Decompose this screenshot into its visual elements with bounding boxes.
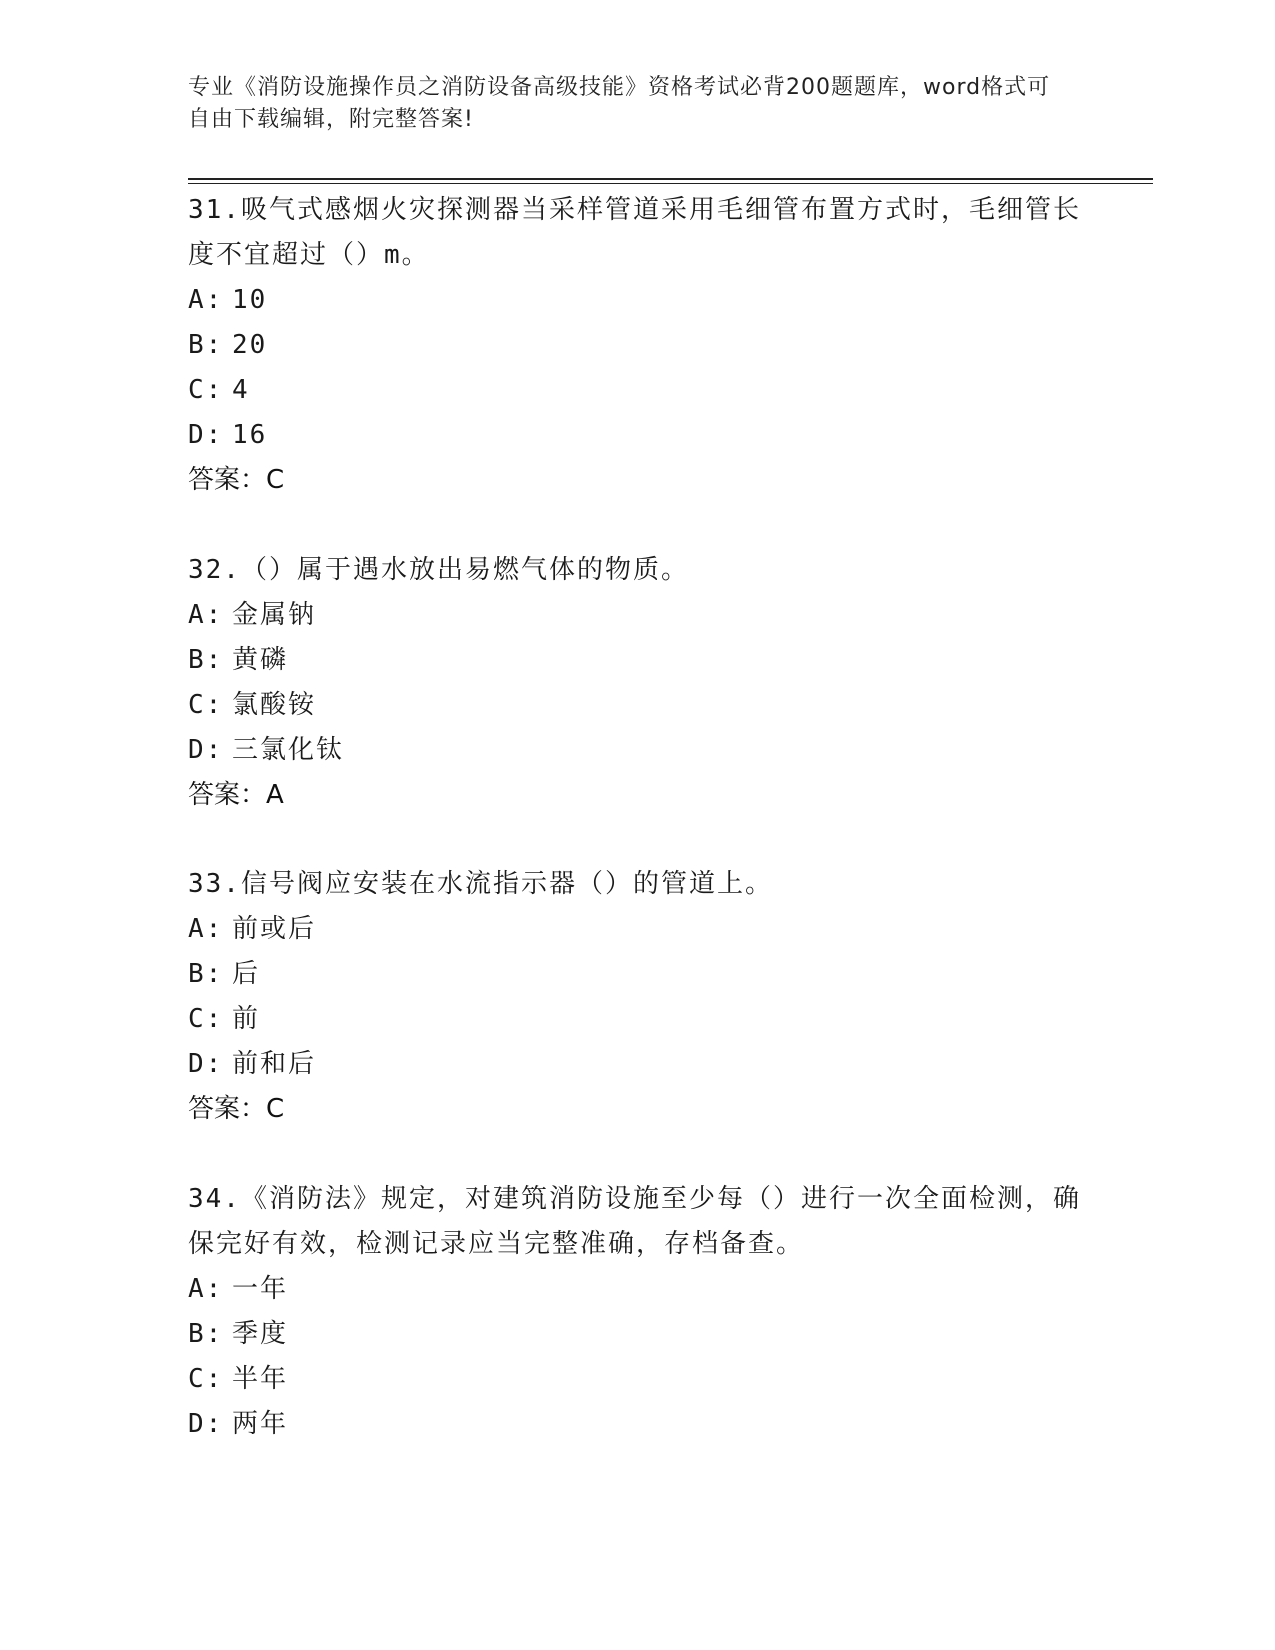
option-c xyxy=(188,368,1088,413)
option-c xyxy=(188,1357,1088,1402)
option-letter: B: xyxy=(188,330,224,360)
question-32 xyxy=(188,548,1088,818)
option-letter: D: xyxy=(188,735,224,765)
option-c xyxy=(188,997,1088,1042)
option-text: 一年 xyxy=(232,1274,289,1304)
option-c xyxy=(188,683,1088,728)
option-letter: A: xyxy=(188,600,224,630)
question-stem: 33.信号阀应安装在水流指示器（）的管道上。 xyxy=(188,869,773,899)
option-letter: A: xyxy=(188,285,224,315)
option-text: 三氯化钛 xyxy=(232,735,345,765)
option-text: 两年 xyxy=(232,1409,289,1439)
option-text: 半年 xyxy=(232,1364,289,1394)
option-letter: C: xyxy=(188,1364,224,1394)
question-33 xyxy=(188,862,1088,1132)
option-letter: C: xyxy=(188,1004,224,1034)
answer-line: 答案：C xyxy=(188,465,285,495)
option-letter: B: xyxy=(188,1319,224,1349)
option-letter: D: xyxy=(188,420,224,450)
option-text: 黄磷 xyxy=(232,645,289,675)
answer-line: 答案：C xyxy=(188,1094,285,1124)
option-text: 季度 xyxy=(232,1319,289,1349)
option-text: 氯酸铵 xyxy=(232,690,317,720)
option-d xyxy=(188,728,1088,773)
option-b xyxy=(188,638,1088,683)
header-divider-thick xyxy=(188,178,1153,180)
option-d xyxy=(188,1042,1088,1087)
option-b xyxy=(188,323,1088,368)
option-a xyxy=(188,907,1088,952)
question-stem: 32.（）属于遇水放出易燃气体的物质。 xyxy=(188,555,689,585)
option-d xyxy=(188,413,1088,458)
document-header: 专业《消防设施操作员之消防设备高级技能》资格考试必背200题题库，word格式可自由下载编辑，附完整答案! xyxy=(188,75,1051,132)
option-letter: B: xyxy=(188,645,224,675)
option-b xyxy=(188,952,1088,997)
option-text: 前和后 xyxy=(232,1049,317,1079)
option-letter: D: xyxy=(188,1049,224,1079)
answer-line: 答案：A xyxy=(188,780,284,810)
option-text: 前或后 xyxy=(232,914,317,944)
option-a xyxy=(188,593,1088,638)
option-text: 前 xyxy=(232,1004,261,1034)
question-31 xyxy=(188,188,1088,503)
option-letter: C: xyxy=(188,375,224,405)
option-a xyxy=(188,1267,1088,1312)
option-letter: D: xyxy=(188,1409,224,1439)
option-text: 10 xyxy=(232,285,268,315)
header-divider-thin xyxy=(188,183,1153,184)
option-text: 4 xyxy=(232,375,250,405)
question-stem: 34.《消防法》规定，对建筑消防设施至少每（）进行一次全面检测，确保完好有效，检测记录应当完整准确，存档备查。 xyxy=(188,1184,1081,1259)
option-text: 20 xyxy=(232,330,268,360)
option-text: 金属钠 xyxy=(232,600,317,630)
option-text: 后 xyxy=(232,959,261,989)
question-stem: 31.吸气式感烟火灾探测器当采样管道采用毛细管布置方式时，毛细管长度不宜超过（）m。 xyxy=(188,195,1081,270)
option-letter: A: xyxy=(188,1274,224,1304)
option-d xyxy=(188,1402,1088,1447)
option-letter: C: xyxy=(188,690,224,720)
option-b xyxy=(188,1312,1088,1357)
option-a xyxy=(188,278,1088,323)
option-letter: A: xyxy=(188,914,224,944)
option-text: 16 xyxy=(232,420,268,450)
question-34 xyxy=(188,1177,1088,1447)
option-letter: B: xyxy=(188,959,224,989)
